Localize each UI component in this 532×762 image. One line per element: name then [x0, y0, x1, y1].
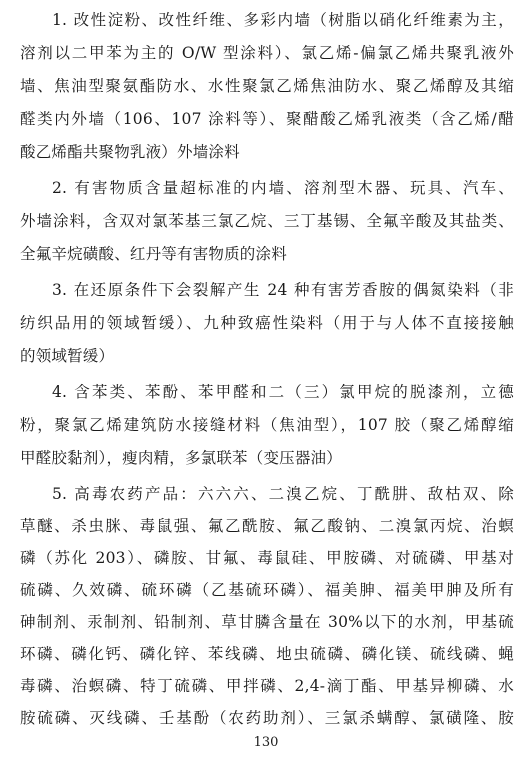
- paragraph-line: 胺硫磷、灭线磷、壬基酚（农药助剂）、三氯杀螨醇、氯磺隆、胺: [20, 709, 514, 727]
- paragraph-line: 环磷、磷化钙、磷化锌、苯线磷、地虫硫磷、磷化镁、硫线磷、蝇: [20, 645, 514, 663]
- paragraph-line: 4. 含苯类、苯酚、苯甲醛和二（三）氯甲烷的脱漆剂，立德: [52, 383, 514, 401]
- paragraph-line: 2. 有害物质含量超标准的内墙、溶剂型木器、玩具、汽车、: [52, 179, 514, 197]
- paragraph-line: 草醚、杀虫脒、毒鼠强、氟乙酰胺、氟乙酸钠、二溴氯丙烷、治螟: [20, 517, 514, 535]
- paragraph-line: 1. 改性淀粉、改性纤维、多彩内墙（树脂以硝化纤维素为主，: [52, 11, 514, 29]
- paragraph-line: 粉，聚氯乙烯建筑防水接缝材料（焦油型），107 胶（聚乙烯醇缩: [20, 416, 514, 434]
- paragraph-line: 纺织品用的领域暂缓）、九种致癌性染料（用于与人体不直接接触: [20, 314, 514, 332]
- paragraph-line: 的领域暂缓）: [20, 347, 115, 365]
- paragraph-line: 溶剂以二甲苯为主的 O/W 型涂料）、氯乙烯-偏氯乙烯共聚乳液外: [20, 44, 514, 62]
- paragraph-line: 硫磷、久效磷、硫环磷（乙基硫环磷）、福美胂、福美甲胂及所有: [20, 581, 514, 599]
- paragraph-line: 毒磷、治螟磷、特丁硫磷、甲拌磷、2,4-滴丁酯、甲基异柳磷、水: [20, 677, 514, 695]
- paragraph-line: 甲醛胶黏剂），瘦肉精，多氯联苯（变压器油）: [20, 449, 342, 467]
- paragraph-line: 砷制剂、汞制剂、铅制剂、草甘膦含量在 30%以下的水剂，甲基硫: [20, 613, 514, 631]
- paragraph-line: 墙、焦油型聚氨酯防水、水性聚氯乙烯焦油防水、聚乙烯醇及其缩: [20, 77, 514, 95]
- paragraph-line: 全氟辛烷磺酸、红丹等有害物质的涂料: [20, 245, 287, 263]
- paragraph-line: 3. 在还原条件下会裂解产生 24 种有害芳香胺的偶氮染料（非: [52, 281, 514, 299]
- paragraph-line: 5. 高毒农药产品：六六六、二溴乙烷、丁酰肼、敌枯双、除: [52, 485, 514, 503]
- paragraph-line: 磷（苏化 203）、磷胺、甘氟、毒鼠硅、甲胺磷、对硫磷、甲基对: [20, 549, 514, 567]
- page-number: 130: [253, 735, 279, 750]
- paragraph-line: 酸乙烯酯共聚物乳液）外墙涂料: [20, 143, 240, 161]
- paragraph-line: 外墙涂料，含双对氯苯基三氯乙烷、三丁基锡、全氟辛酸及其盐类、: [20, 212, 514, 230]
- paragraph-line: 醛类内外墙（106、107 涂料等）、聚醋酸乙烯乳液类（含乙烯/醋: [20, 110, 514, 128]
